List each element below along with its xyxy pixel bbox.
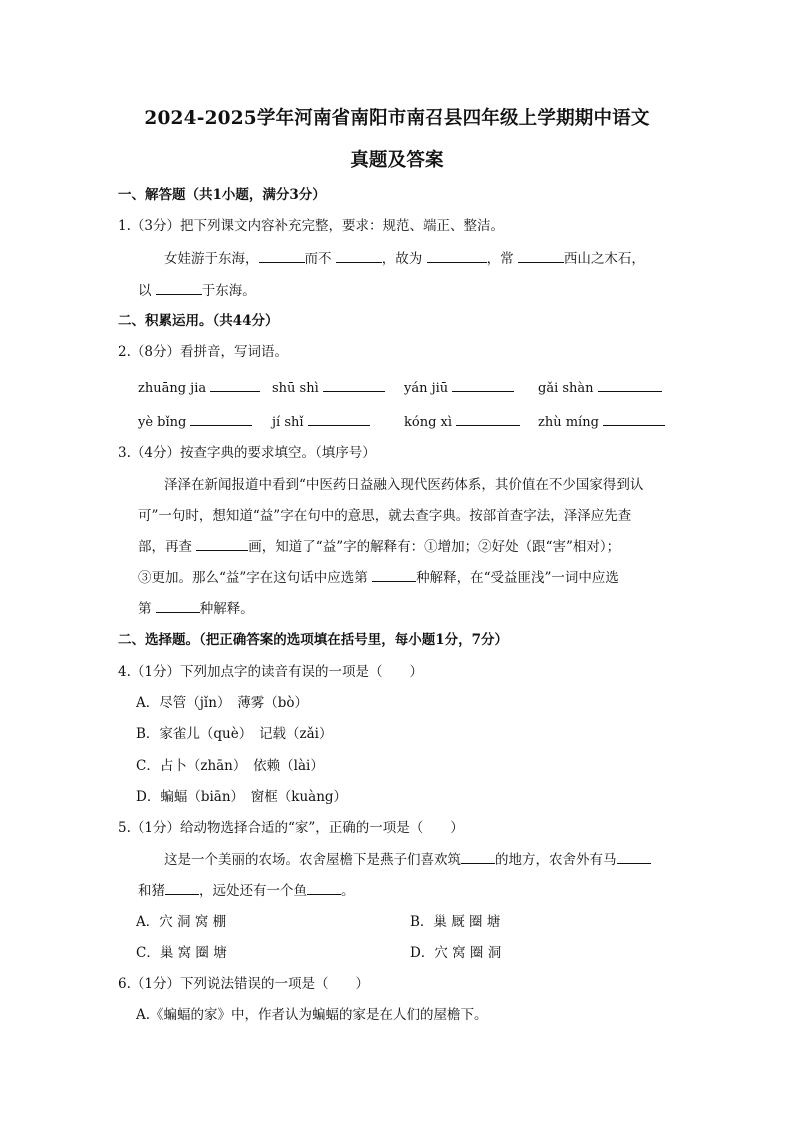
question-6-stem: 6.（1分）下列说法错误的一项是（ ） [118, 976, 369, 992]
question-1-line-1: 女娃游于东海， 而不 ，故为 ，常 西山之木石， [164, 251, 645, 267]
question-5-option-d[interactable]: D．穴 窝 圈 洞 [410, 945, 502, 961]
question-5-para-line-1: 这是一个美丽的农场。农舍屋檐下是燕子们喜欢筑 的地方，农舍外有马 [164, 851, 651, 869]
answer-blank[interactable] [456, 413, 520, 426]
pinyin-item: jí shǐ [272, 413, 370, 432]
answer-blank[interactable] [259, 250, 305, 263]
section-heading-1: 一、解答题（共1小题，满分3分） [118, 187, 326, 203]
question-5-option-c[interactable]: C．巢 窝 圈 塘 [136, 945, 227, 961]
answer-blank[interactable] [336, 250, 382, 263]
answer-blank[interactable] [323, 379, 385, 392]
section-heading-3: 二、选择题。（把正确答案的选项填在括号里，每小题1分，7分） [118, 632, 509, 648]
question-4-option-d[interactable]: D．蝙蝠（biān） 窗框（kuàng） [136, 789, 348, 805]
answer-blank[interactable] [190, 413, 252, 426]
question-2-stem: 2.（8分）看拼音，写词语。 [118, 344, 288, 360]
question-4-option-c[interactable]: C．占卜（zhān） 依赖（lài） [136, 758, 324, 774]
answer-blank[interactable] [427, 250, 487, 263]
answer-blank[interactable] [156, 600, 200, 613]
answer-blank[interactable] [372, 569, 416, 582]
question-5-option-b[interactable]: B．巢 厩 圈 塘 [410, 914, 501, 930]
question-4-option-a[interactable]: A．尽管（jǐn） 薄雾（bò） [136, 695, 308, 711]
section-heading-2: 二、积累运用。（共44分） [118, 313, 279, 329]
pinyin-item: yè bǐng [138, 413, 252, 432]
question-3-para-line-2: 可”一句时，想知道“益”字在句中的意思，就去查字典。按部首查字法，泽泽应先查 [138, 508, 632, 524]
answer-blank[interactable] [518, 250, 564, 263]
question-3-para-line-1: 泽泽在新闻报道中看到“中医药日益融入现代医药体系，其价值在不少国家得到认 [164, 477, 644, 493]
answer-blank[interactable] [617, 851, 651, 864]
answer-blank[interactable] [598, 379, 662, 392]
question-6-option-a[interactable]: A.《蝙蝠的家》中，作者认为蝙蝠的家是在人们的屋檐下。 [136, 1007, 488, 1023]
answer-blank[interactable] [603, 413, 665, 426]
pinyin-item: shū shì [272, 379, 385, 398]
page-subtitle: 真题及答案 [350, 150, 444, 171]
question-3-para-line-3: 部，再查 画，知道了“益”字的解释有：①增加；②好处（跟“害”相对）； [138, 539, 621, 555]
answer-blank[interactable] [196, 538, 248, 551]
question-1-stem: 1.（3分）把下列课文内容补充完整，要求：规范、端正、整洁。 [118, 218, 504, 234]
answer-blank[interactable] [210, 379, 260, 392]
answer-blank[interactable] [461, 851, 495, 864]
question-3-para-line-4: ③更加。那么“益”字在这句话中应选第 种解释，在“受益匪浅”一词中应选 [138, 570, 619, 586]
page-title: 2024-2025学年河南省南阳市南召县四年级上学期期中语文 [144, 108, 650, 129]
answer-blank[interactable] [308, 413, 370, 426]
question-3-para-line-5: 第 种解释。 [138, 601, 254, 617]
question-5-stem: 5.（1分）给动物选择合适的“家”，正确的一项是（ ） [118, 820, 464, 836]
answer-blank[interactable] [156, 282, 202, 295]
pinyin-item: kóng xì [404, 413, 520, 432]
pinyin-item: yán jiū [404, 379, 514, 398]
pinyin-item: zhuāng jia [138, 379, 260, 398]
question-1-line-2: 以 于东海。 [138, 283, 256, 299]
pinyin-item: gǎi shàn [538, 379, 662, 398]
answer-blank[interactable] [307, 882, 341, 895]
question-3-stem: 3.（4分）按查字典的要求填空。（填序号） [118, 445, 376, 461]
question-5-option-a[interactable]: A．穴 洞 窝 棚 [136, 914, 227, 930]
question-4-option-b[interactable]: B．家雀儿（què） 记载（zǎi） [136, 726, 333, 742]
pinyin-item: zhù míng [538, 413, 665, 432]
answer-blank[interactable] [452, 379, 514, 392]
answer-blank[interactable] [165, 882, 199, 895]
question-4-stem: 4.（1分）下列加点字的读音有误的一项是（ ） [118, 664, 423, 680]
question-5-para-line-2: 和猪 ，远处还有一个鱼 。 [138, 883, 355, 899]
